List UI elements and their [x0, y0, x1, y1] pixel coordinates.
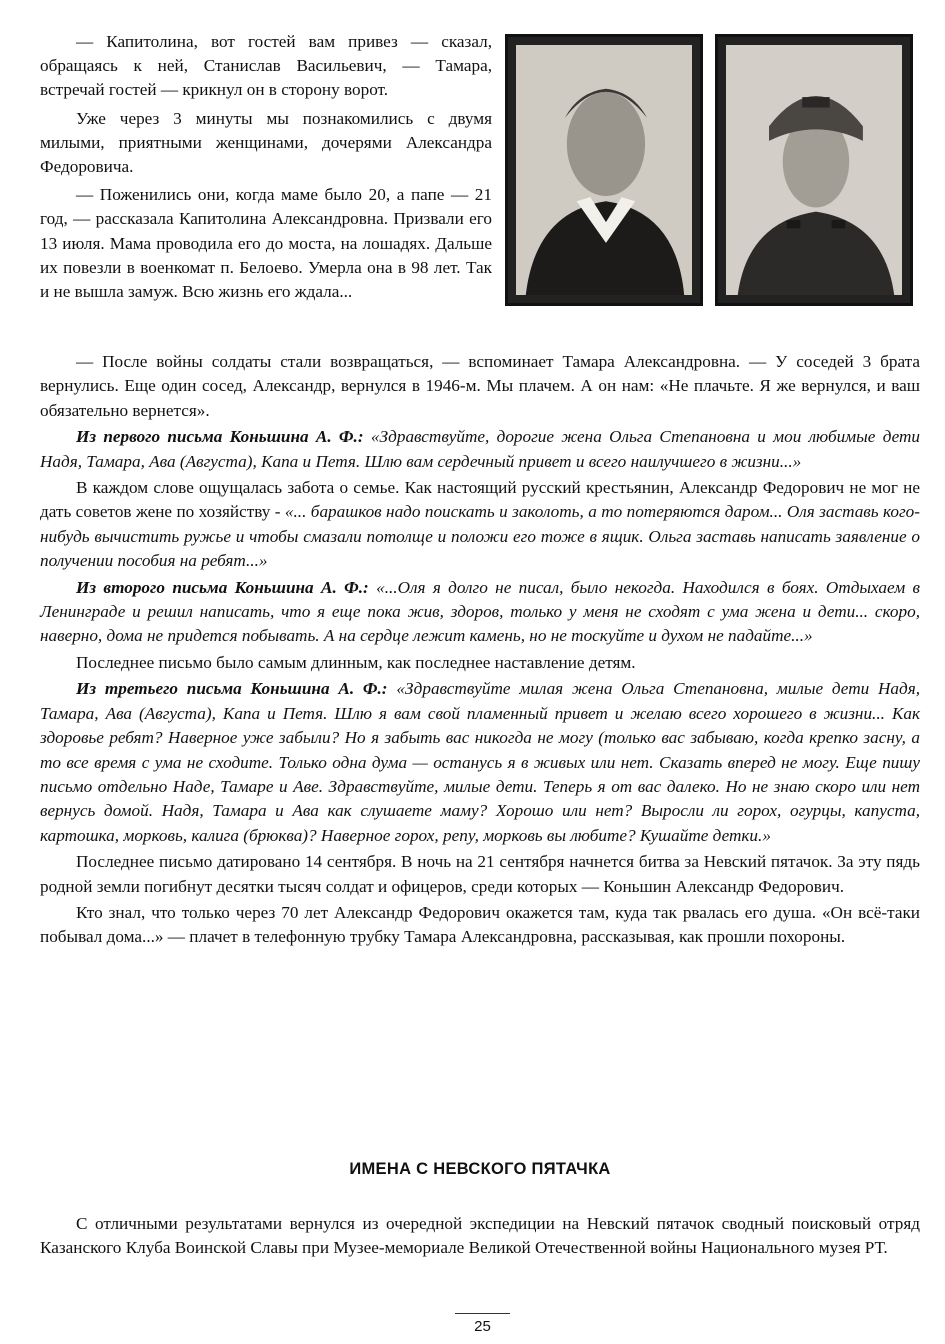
letter-quote-2	[40, 576, 920, 649]
portrait-frame-soldier	[715, 34, 913, 306]
quote-text: «... барашков надо поискать и заколоть, а то потеряются даром... Оля заставь кого-нибудь вычистить ружье и чтобы смазали потолще и положи его тоже в ящик. Ольга заставь написать заявление о получении пособия на ребят...»	[40, 502, 920, 571]
lower-text	[40, 1212, 920, 1261]
paragraph: Последнее письмо датировано 14 сентября. В ночь на 21 сентября начнется битва за Невский пятачок. За эту пядь родной земли погибнут десятки тысяч солдат и офицеров, среди которых — Коньшин Александр Федорович.	[40, 852, 920, 896]
paragraph: — После войны солдаты стали возвращаться, — вспоминает Тамара Александровна. — У соседей 3 брата вернулись. Еще один сосед, Александр, вернулся в 1946-м. Мы плачем. А он нам: «Не плачьте. Я же вернулся, и ваш обязательно вернется».	[40, 352, 920, 420]
paragraph: Уже через 3 минуты мы познакомились с двумя милыми, приятными женщинами, дочерями Александра Федоровича.	[40, 108, 492, 177]
portrait-frame-woman	[505, 34, 703, 306]
main-text	[40, 350, 920, 952]
letter-lead: Из второго письма Коньшина А. Ф.:	[76, 577, 369, 597]
top-column	[40, 30, 492, 308]
letter-text: «Здравствуйте милая жена Ольга Степановна, милые дети Надя, Тамара, Ава (Августа), Капа и Петя. Шлю я вам свой пламенный привет и желаю всего хорошего в жизни... Как здоровье ребят? Наверное уже забыли? Но я забыть вас никогда не могу (только вас забываю, когда крепко засну, а то все время с ума не сходите. Только одна дума — останусь я в живых или нет. Сказать вперед не могу. Еще пишу письмо отдельно Наде, Тамаре и Аве. Здравствуйте, милые дети. Теперь я от вас далеко. Но не знаю скоро или нет вернусь домой. Надя, Тамара и Ава как слушаете маму? Хорошо или нет? Выросли ли горох, огурцы, капуста, картошка, морковь, калига (брюква)? Наверное горох, репу, морковь вы любите? Кушайте детки.»	[40, 679, 920, 845]
paragraph: Кто знал, что только через 70 лет Александр Федорович окажется там, куда так рвалась его душа. «Он всё-таки побывал дома...» — плачет в телефонную трубку Тамара Александровна, рассказывая, как прошли похороны.	[40, 902, 920, 947]
paragraph: С отличными результатами вернулся из очередной экспедиции на Невский пятачок сводный поисковый отряд Казанского Клуба Воинской Славы при Музее-мемориале Великой Отечественной войны Национального музея РТ.	[40, 1214, 920, 1258]
page-number: 25	[474, 1318, 491, 1335]
letter-quote-3	[40, 677, 920, 848]
letter-lead: Из третьего письма Коньшина А. Ф.:	[76, 679, 388, 699]
portrait-woman-icon	[516, 45, 692, 295]
portrait-soldier-icon	[726, 45, 902, 295]
paragraph	[40, 476, 920, 574]
letter-text: «...Оля я долго не писал, было некогда. Находился в боях. Отдыхаем в Ленинграде и решил написать, что я еще пока жив, здоров, только у меня не сходят с ума жена и дети... скоро, наверно, дома не придется побывать. А на сердце лежит камень, но не тоскуйте и духом не падайте...»	[40, 577, 921, 646]
paragraph-text: В каждом слове ощущалась забота о семье. Как настоящий русский крестьянин, Александр Федорович не мог не дать советов жене по хозяйству -	[40, 478, 920, 522]
section-heading: ИМЕНА С НЕВСКОГО ПЯТАЧКА	[349, 1160, 611, 1178]
paragraph: Последнее письмо было самым длинным, как последнее наставление детям.	[76, 652, 636, 672]
letter-lead: Из первого письма Коньшина А. Ф.:	[76, 427, 364, 447]
footer-divider	[455, 1313, 510, 1314]
paragraph: — Капитолина, вот гостей вам привез — сказал, обращаясь к ней, Станислав Васильевич, — Тамара, встречай гостей — крикнул он в сторону ворот.	[40, 32, 492, 100]
letter-text: «Здравствуйте, дорогие жена Ольга Степановна и мои любимые дети Надя, Тамара, Ава (Августа), Капа и Петя. Шлю вам сердечный привет и всего наилучшего в жизни...»	[40, 427, 921, 471]
portrait-photos	[505, 34, 913, 306]
letter-quote-1	[40, 425, 920, 474]
paragraph: — Поженились они, когда маме было 20, а папе — 21 год, — рассказала Капитолина Александровна. Призвали его 13 июля. Мама проводила его до моста, на лошадях. Дальше их повезли в военкомат п. Белоево. Умерла она в 98 лет. Так и не вышла замуж. Всю жизнь его ждала...	[40, 185, 492, 302]
